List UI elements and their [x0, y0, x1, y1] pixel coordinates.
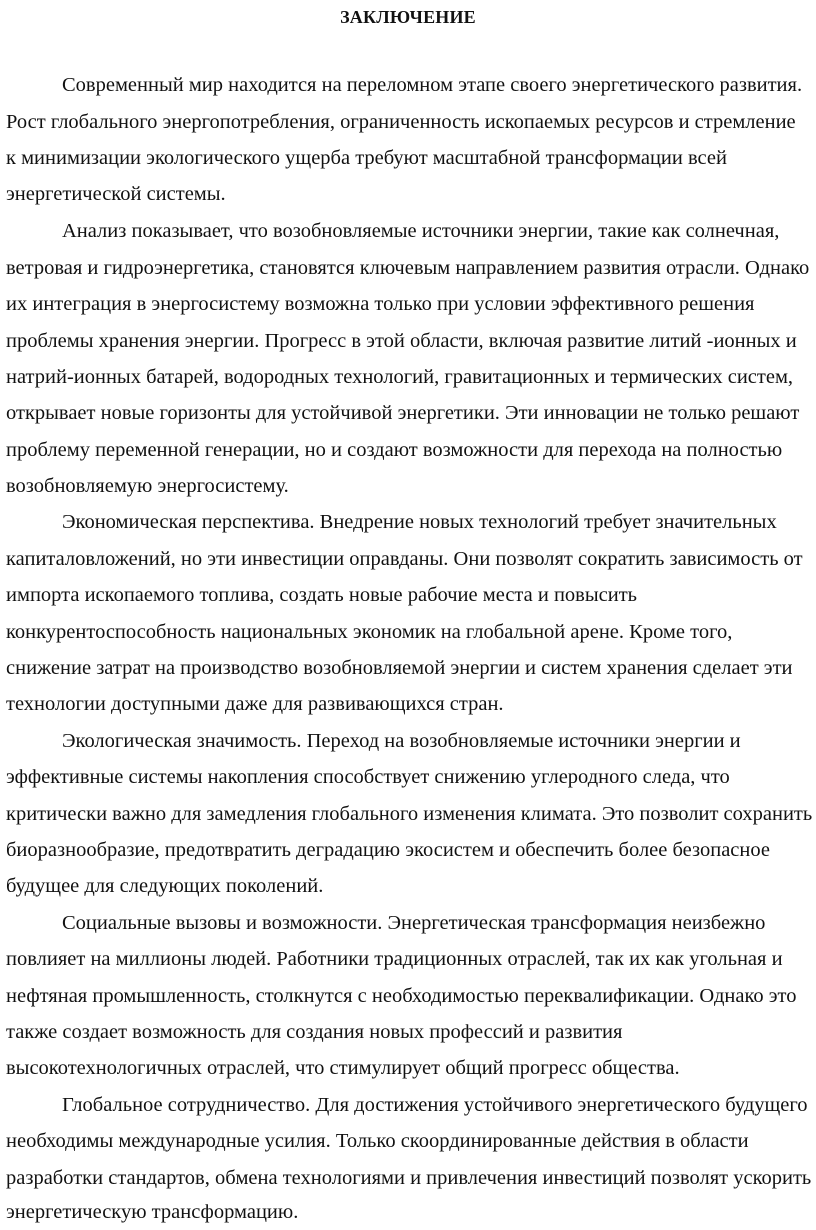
text-line: повлияет на миллионы людей. Работники традиционных отраслей, так их как угольная и	[6, 948, 783, 970]
text-line: проблемы хранения энергии. Прогресс в этой области, включая развитие литий -ионных и	[6, 330, 797, 352]
text-line: проблему переменной генерации, но и создают возможности для перехода на полностью	[6, 439, 783, 461]
text-line: разработки стандартов, обмена технологиями и привлечения инвестиций позволят ускорить	[6, 1167, 812, 1189]
text-line: энергетическую трансформацию.	[6, 1201, 299, 1223]
text-line: критически важно для замедления глобального изменения климата. Это позволит сохранить	[6, 803, 813, 825]
text-line: будущее для следующих поколений.	[6, 875, 324, 897]
text-line: также создает возможность для создания новых профессий и развития	[6, 1021, 623, 1043]
text-line: к минимизации экологического ущерба требуют масштабной трансформации всей	[6, 147, 727, 169]
text-line: эффективные системы накопления способствует снижению углеродного следа, что	[6, 766, 730, 788]
text-line: ветровая и гидроэнергетика, становятся ключевым направлением развития отрасли. Однако	[6, 257, 810, 279]
text-line: конкурентоспособность национальных экономик на глобальной арене. Кроме того,	[6, 621, 733, 643]
text-line: возобновляемую энергосистему.	[6, 475, 289, 497]
text-line: технологии доступными даже для развивающихся стран.	[6, 693, 504, 715]
text-line: Экономическая перспектива. Внедрение новых технологий требует значительных	[62, 511, 777, 533]
text-line: нефтяная промышленность, столкнутся с необходимостью переквалификации. Однако это	[6, 985, 797, 1007]
text-line: Экологическая значимость. Переход на возобновляемые источники энергии и	[62, 730, 741, 752]
text-line: Современный мир находится на переломном этапе своего энергетического развития.	[62, 74, 803, 96]
text-line: открывает новые горизонты для устойчивой энергетики. Эти инновации не только решают	[6, 402, 800, 424]
text-line: биоразнообразие, предотвратить деградацию экосистем и обеспечить более безопасное	[6, 839, 770, 861]
text-line: снижение затрат на производство возобновляемой энергии и систем хранения сделает эти	[6, 657, 793, 679]
text-line: капиталовложений, но эти инвестиции оправданы. Они позволят сократить зависимость от	[6, 548, 803, 570]
text-line: Анализ показывает, что возобновляемые источники энергии, такие как солнечная,	[62, 220, 780, 242]
text-line: энергетической системы.	[6, 183, 226, 205]
text-line: Глобальное сотрудничество. Для достижения устойчивого энергетического будущего	[62, 1094, 808, 1116]
page-title: ЗАКЛЮЧЕНИЕ	[340, 7, 476, 27]
text-line: Социальные вызовы и возможности. Энергетическая трансформация неизбежно	[62, 912, 766, 934]
text-line: импорта ископаемого топлива, создать новые рабочие места и повысить	[6, 584, 638, 606]
text-line: высокотехнологичных отраслей, что стимулирует общий прогресс общества.	[6, 1057, 680, 1079]
text-line: их интеграция в энергосистему возможна только при условии эффективного решения	[6, 293, 755, 315]
text-line: натрий-ионных батарей, водородных технологий, гравитационных и термических систем,	[6, 366, 794, 388]
text-line: необходимы международные усилия. Только скоординированные действия в области	[6, 1130, 749, 1152]
text-line: Рост глобального энергопотребления, ограниченность ископаемых ресурсов и стремление	[6, 111, 796, 133]
